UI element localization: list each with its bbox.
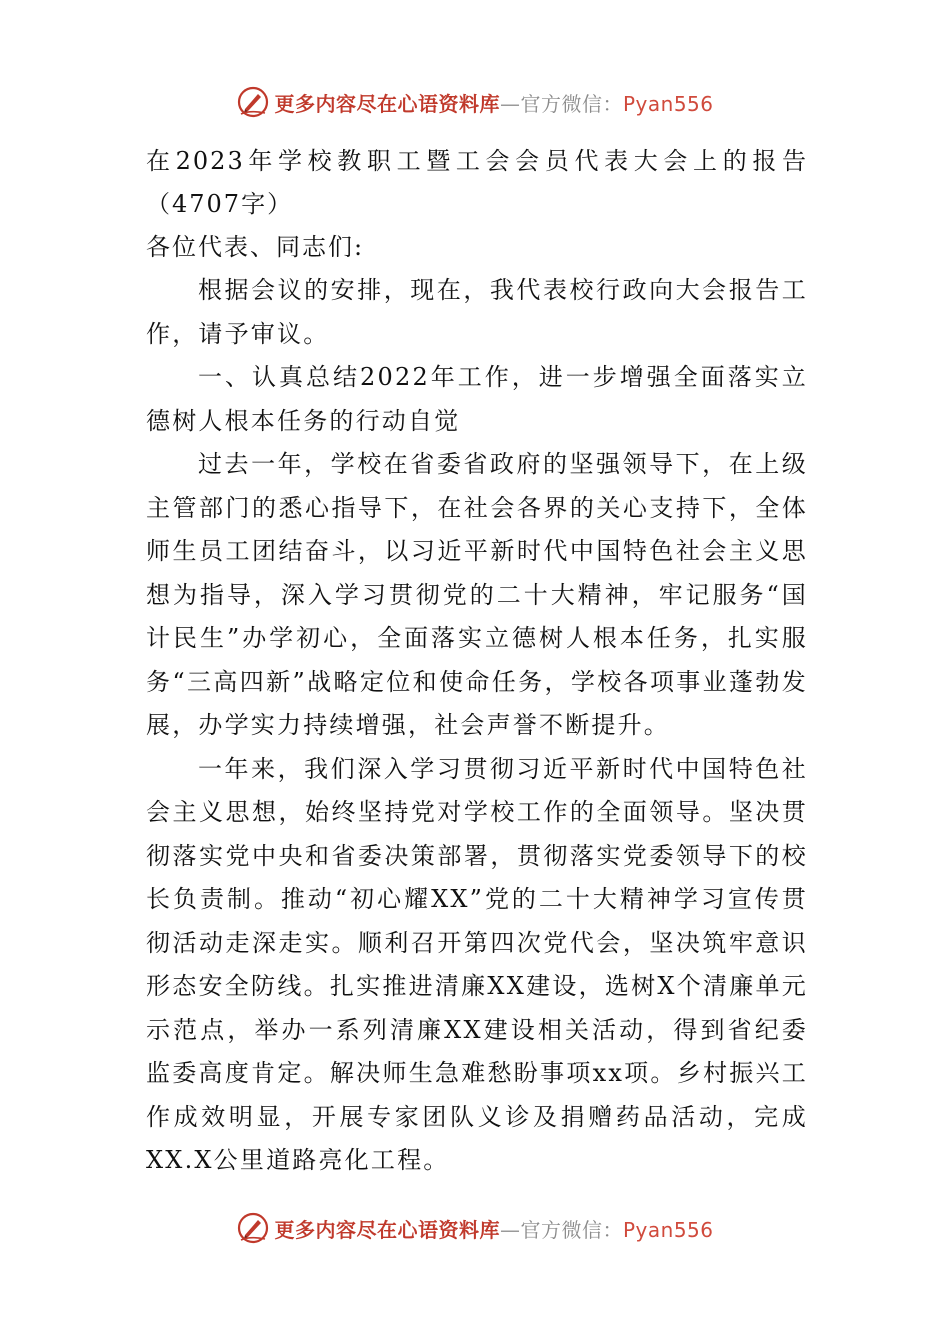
watermark-account: Pyan556 [622,91,714,116]
paragraph-3: 一年来，我们深入学习贯彻习近平新时代中国特色社会主义思想，始终坚持党对学校工作的全面领导。坚决贯彻落实党中央和省委决策部署，贯彻落实党委领导下的校长负责制。推动“初心耀XX”党的二十大精神学习宣传贯彻活动走深走实。顺利召开第四次党代会，坚决筑牢意识形态安全防线。扎实推进清廉XX建设，选树X个清廉单元示范点，举办一系列清廉XX建设相关活动，得到省纪委监委高度肯定。解决师生急难愁盼事项xx项。乡村振兴工作成效明显，开展专家团队义诊及捐赠药品活动，完成XX.X公里道路亮化工程。 [146,754,808,1174]
paragraph-1: 根据会议的安排，现在，我代表校行政向大会报告工作，请予审议。 [146,276,808,348]
pen-circle-logo-icon [236,1211,270,1245]
header-watermark-banner [0,82,950,122]
paragraph-2: 过去一年，学校在省委省政府的坚强领导下，在上级主管部门的悉心指导下，在社会各界的关心支持下，全体师生员工团结奋斗，以习近平新时代中国特色社会主义思想为指导，深入学习贯彻党的二十大精神，牢记服务“国计民生”办学初心，全面落实立德树人根本任务，扎实服务“三高四新”战略定位和使命任务，学校各项事业蓬勃发展，办学实力持续增强，社会声誉不断提升。 [146,450,808,739]
document-body [146,140,808,1183]
watermark-separator: — [499,1217,521,1242]
watermark-brand: 更多内容尽在心语资料库 [274,91,500,116]
watermark-account: Pyan556 [622,1217,714,1242]
document-salutation: 各位代表、同志们: [146,233,365,261]
watermark-official-label: 官方微信： [520,1217,623,1242]
pen-circle-logo-icon [236,85,270,119]
watermark-brand: 更多内容尽在心语资料库 [274,1217,500,1242]
watermark-text [274,1214,713,1243]
footer-watermark-banner [0,1208,950,1248]
watermark-official-label: 官方微信： [520,91,623,116]
section-heading-1: 一、认真总结2022年工作，进一步增强全面落实立德树人根本任务的行动自觉 [146,363,808,435]
document-title: 在2023年学校教职工暨工会会员代表大会上的报告（4707字） [146,147,808,218]
watermark-separator: — [499,91,521,116]
watermark-text [274,88,713,117]
